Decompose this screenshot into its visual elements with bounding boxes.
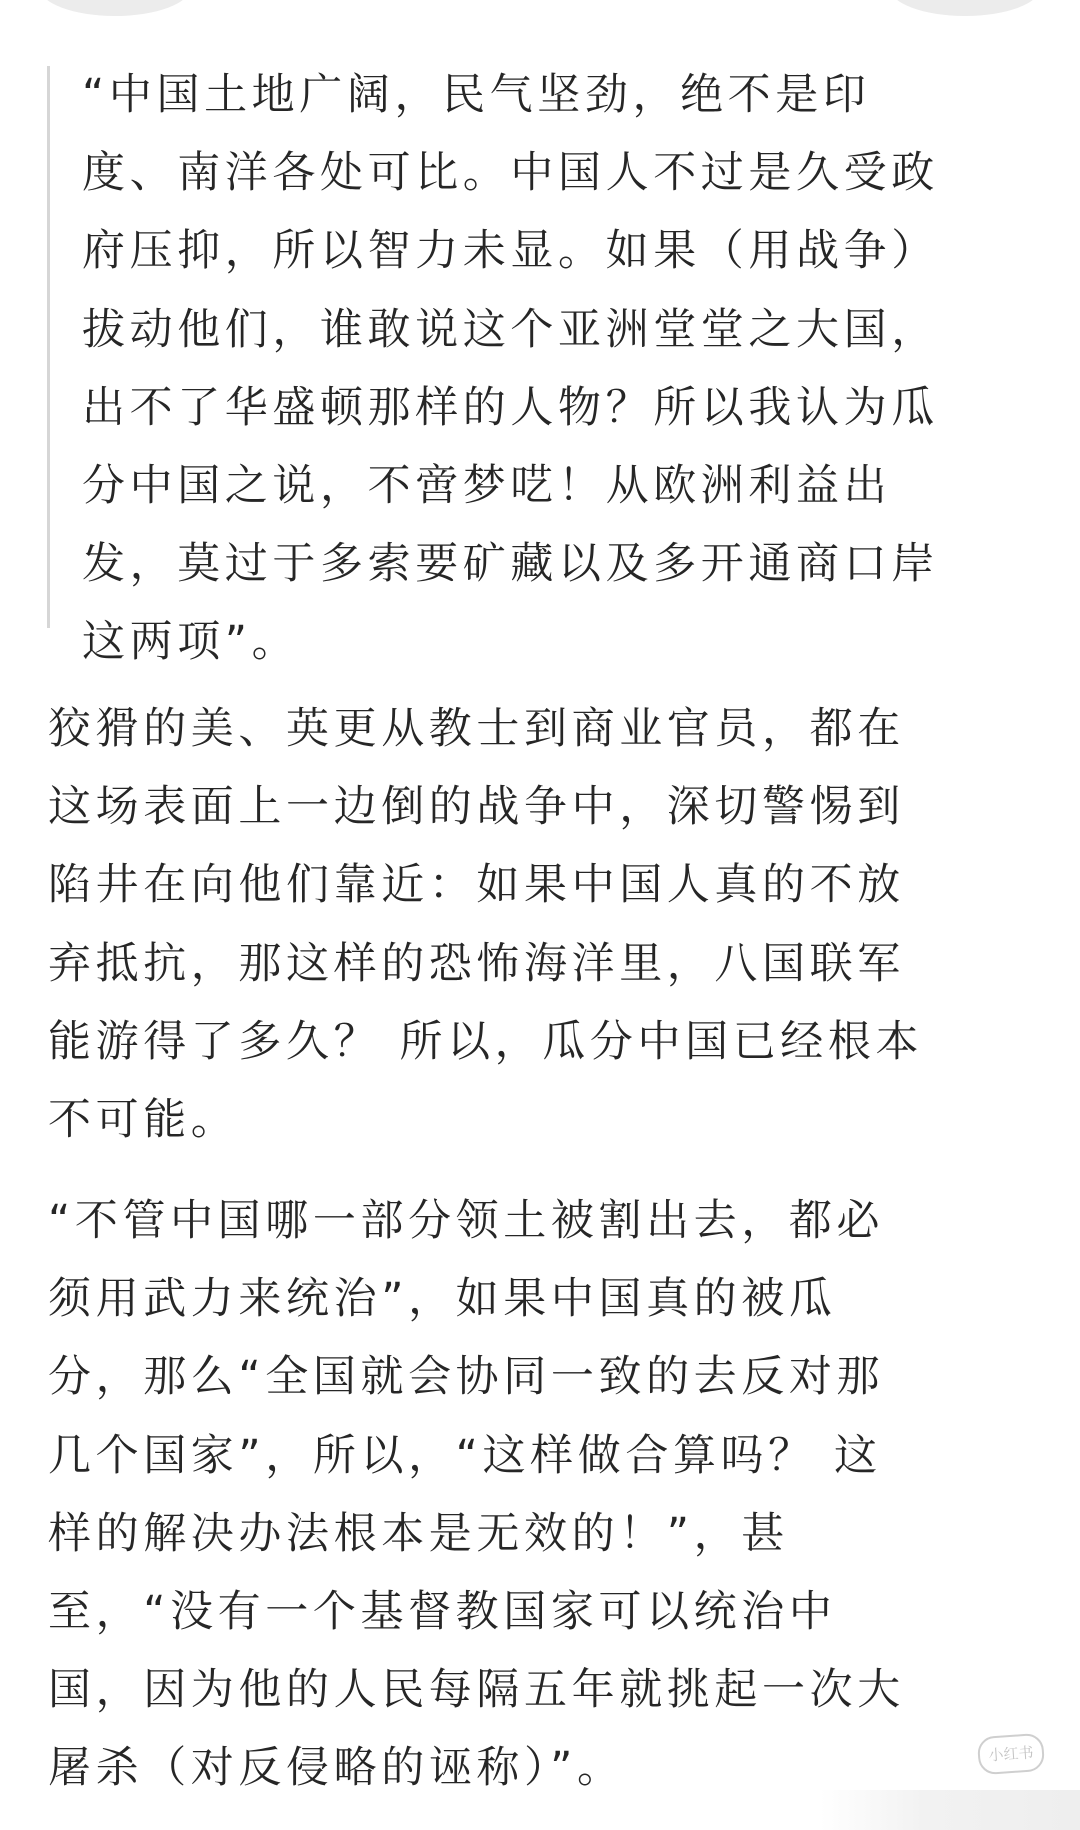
paragraph-2: “不管中国哪一部分领土被割出去，都必 须用武力来统治”，如果中国真的被瓜 分，那么“全国就会协同一致的去反对那 几个国家”，所以，“这样做合算吗？ 这 样的解决办法根本是无效的！”，甚 至，“没有一个基督教国家可以统治中 国，因为他的人民每隔五年就挑起一次大 屠杀（对反侵略的诬称）”。 — [48, 1196, 905, 1794]
top-left-button-edge — [40, 0, 190, 16]
bottom-fade — [820, 1790, 1080, 1830]
blockquote-bar — [47, 66, 50, 628]
blockquote-text: “中国土地广阔，民气坚劲，绝不是印 度、南洋各处可比。中国人不过是久受政 府压抑，所以智力未显。如果（用战争） 拔动他们，谁敢说这个亚洲堂堂之大国， 出不了华盛顿那样的人物？所以我认为瓜 分中国之说，不啻梦呓！从欧洲利益出 发，莫过于多索要矿藏以及多开通商口岸 这两项”。 — [82, 70, 939, 668]
top-right-button-edge — [890, 0, 1040, 16]
paragraph-1: 狡猾的美、英更从教士到商业官员，都在 这场表面上一边倒的战争中，深切警惕到 陷井在向他们靠近：如果中国人真的不放 弃抵抗，那这样的恐怖海洋里，八国联军 能游得了多久？ 所以，瓜分中国已经根本 不可能。 — [48, 704, 924, 1146]
top-edge — [0, 0, 1080, 26]
watermark-logo: 小红书 — [977, 1733, 1045, 1776]
blockquote — [47, 66, 1027, 668]
